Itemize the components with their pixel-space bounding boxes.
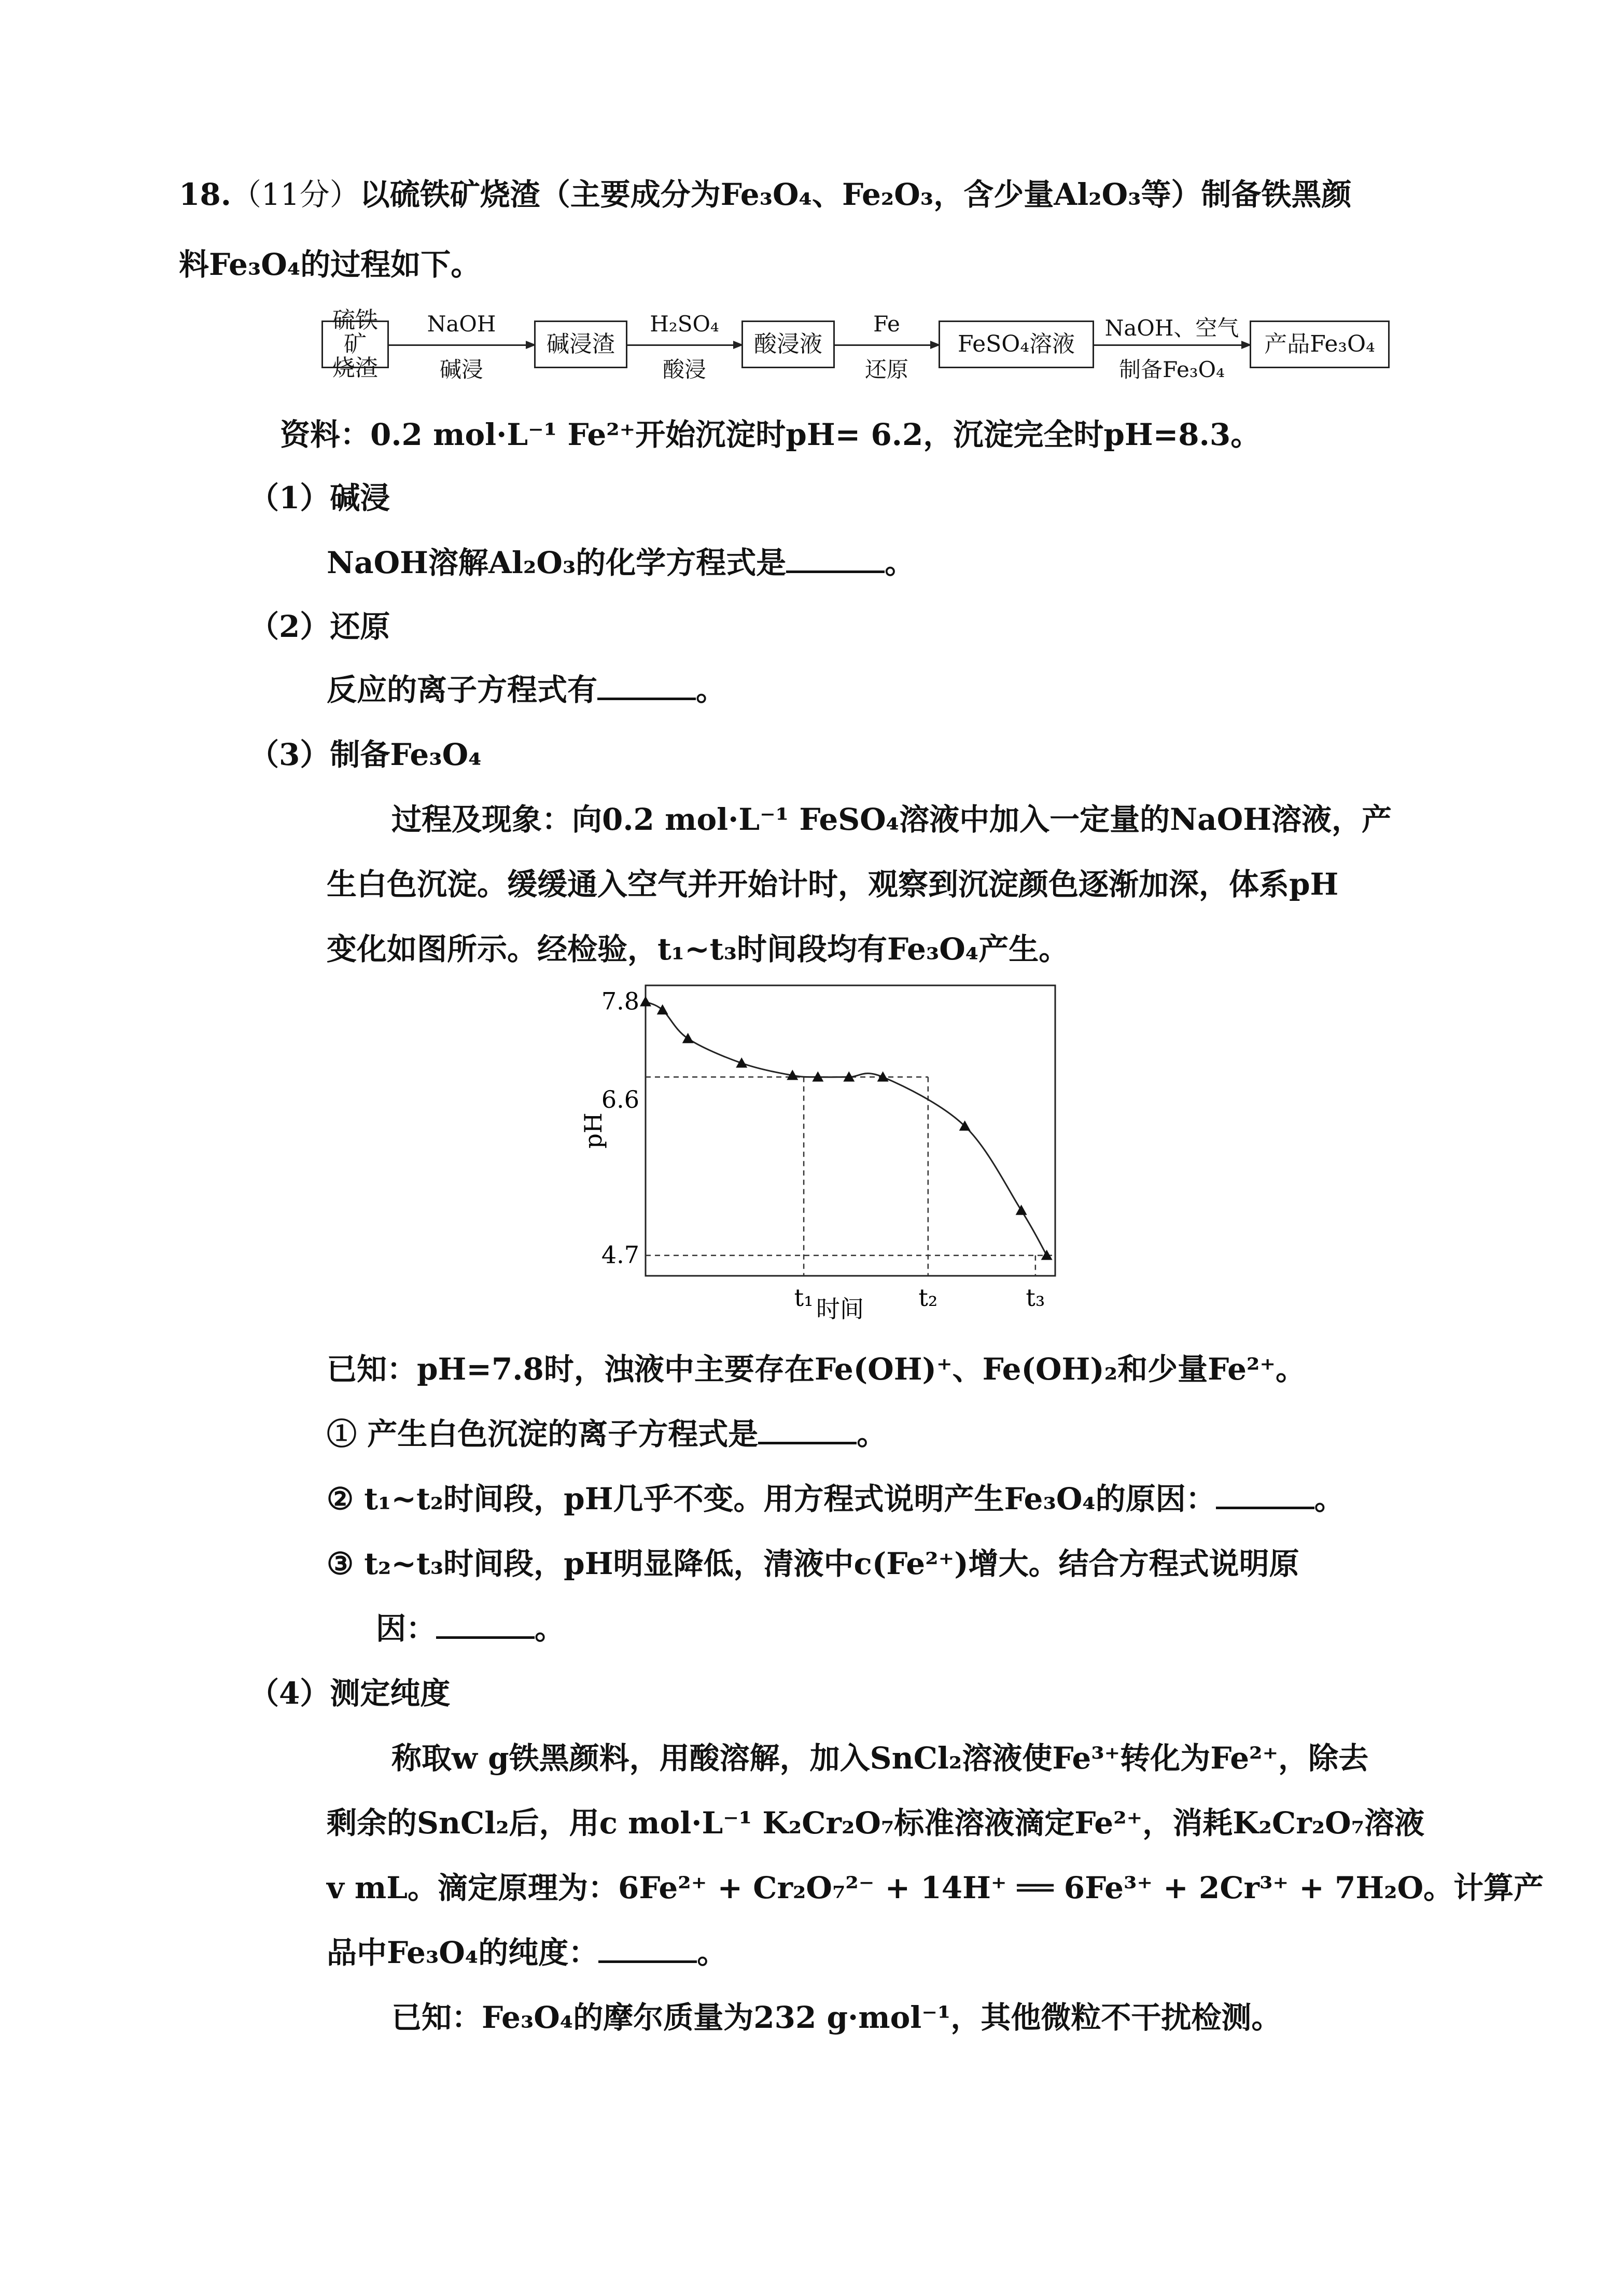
part1-question — [327, 542, 915, 583]
question-score: （11分） — [231, 177, 360, 212]
flow-box-raw — [321, 307, 389, 381]
part4-p3: v mL。滴定原理为：6Fe²⁺ + Cr₂O₇²⁻ + 14H⁺ ══ 6Fe³⁺ + 2Cr³⁺ + 7H₂O。计算产 — [327, 1870, 1544, 1905]
part1-title: （1）碱浸 — [249, 480, 390, 516]
chart-markers — [640, 996, 1053, 1260]
data-marker-0 — [640, 996, 651, 1007]
part3-q2-text: ② t₁~t₂时间段，pH几乎不变。用方程式说明产生Fe₃O₄的原因： — [327, 1481, 1216, 1516]
part3-q3b — [376, 1608, 565, 1649]
part3-p3: 变化如图所示。经检验，t₁~t₃时间段均有Fe₃O₄产生。 — [327, 931, 1069, 967]
flow-box-feso4: FeSO₄溶液 — [939, 321, 1094, 368]
flow-arrow-1-bottom: 碱浸 — [439, 357, 483, 382]
flow-box-raw-line2: 烧渣 — [332, 355, 378, 381]
info-text: 资料：0.2 mol·L⁻¹ Fe²⁺开始沉淀时pH= 6.2，沉淀完全时pH=8.3。 — [280, 417, 1261, 452]
x-tick-label-2: t₂ — [918, 1284, 938, 1312]
answer-blank[interactable] — [758, 1415, 857, 1444]
x-tick-label-3: t₃ — [1026, 1284, 1045, 1312]
chart-frame — [646, 985, 1055, 1276]
data-marker-2 — [682, 1033, 694, 1043]
part4-p1: 称取w g铁黑颜料，用酸溶解，加入SnCl₂溶液使Fe³⁺转化为Fe²⁺，除去 — [391, 1741, 1369, 1776]
part2-question — [327, 669, 726, 711]
part3-q2 — [327, 1478, 1345, 1520]
part4-p4-text: 品中Fe₃O₄的纯度： — [327, 1935, 599, 1970]
part4-p2: 剩余的SnCl₂后，用c mol·L⁻¹ K₂Cr₂O₇标准溶液滴定Fe²⁺，消耗K₂Cr₂O₇溶液 — [327, 1805, 1425, 1841]
answer-blank[interactable] — [436, 1609, 535, 1639]
flow-arrow-3 — [835, 344, 939, 346]
answer-blank[interactable] — [597, 671, 696, 700]
flow-box-product: 产品Fe₃O₄ — [1250, 321, 1390, 368]
answer-blank[interactable] — [598, 1933, 697, 1963]
part3-q1 — [327, 1413, 887, 1455]
question-intro-line2: 料Fe₃O₄的过程如下。 — [179, 247, 481, 282]
flow-arrow-4-bottom: 制备Fe₃O₄ — [1119, 357, 1225, 382]
part3-q3b-text: 因： — [376, 1611, 437, 1646]
part4-known: 已知：Fe₃O₄的摩尔质量为232 g·mol⁻¹，其他微粒不干扰检测。 — [391, 2000, 1282, 2035]
flow-arrow-4-top: NaOH、空气 — [1104, 315, 1239, 341]
flow-arrow-3-top: Fe — [873, 311, 900, 337]
data-marker-3 — [736, 1057, 747, 1068]
flow-arrow-4 — [1094, 344, 1250, 346]
part1-end: 。 — [885, 545, 915, 580]
part3-p2: 生白色沉淀。缓缓通入空气并开始计时，观察到沉淀颜色逐渐加深，体系pH — [327, 867, 1339, 902]
data-marker-1 — [657, 1004, 668, 1014]
part1-text: NaOH溶解Al₂O₃的化学方程式是 — [327, 545, 787, 580]
flow-arrow-1-top: NaOH — [427, 311, 496, 337]
ph-curve — [646, 1002, 1047, 1256]
flow-box-alkali-residue: 碱浸渣 — [534, 321, 627, 368]
flow-arrow-1 — [389, 344, 534, 346]
part2-text: 反应的离子方程式有 — [327, 672, 598, 707]
y-tick-label-2: 4.7 — [601, 1241, 639, 1269]
data-marker-9 — [1016, 1205, 1027, 1215]
part3-q3b-end: 。 — [535, 1611, 565, 1646]
y-tick-label-1: 6.6 — [601, 1085, 639, 1113]
question-number: 18. — [179, 177, 231, 212]
question-intro-line1 — [179, 174, 1352, 215]
flow-box-raw-line1: 硫铁矿 — [332, 307, 378, 357]
part3-q2-end: 。 — [1314, 1481, 1345, 1516]
process-flow-diagram — [321, 307, 1390, 394]
part3-q3a: ③ t₂~t₃时间段，pH明显降低，清液中c(Fe²⁺)增大。结合方程式说明原 — [327, 1546, 1299, 1581]
part4-title: （4）测定纯度 — [249, 1676, 451, 1711]
answer-blank[interactable] — [1216, 1480, 1314, 1509]
flow-box-acid-liquor: 酸浸液 — [741, 321, 835, 368]
flow-arrow-2-top: H₂SO₄ — [650, 311, 719, 337]
part2-title: （2）还原 — [249, 609, 390, 644]
y-tick-label-0: 7.8 — [601, 987, 639, 1015]
ph-time-chart — [570, 975, 1089, 1338]
answer-blank[interactable] — [786, 544, 885, 573]
chart-guides — [646, 1077, 1055, 1276]
part2-end: 。 — [696, 672, 726, 707]
part4-p4 — [327, 1932, 727, 1973]
part3-p1: 过程及现象：向0.2 mol·L⁻¹ FeSO₄溶液中加入一定量的NaOH溶液，产 — [391, 802, 1392, 837]
part3-title: （3）制备Fe₃O₄ — [249, 737, 482, 772]
data-marker-7 — [877, 1071, 889, 1082]
part3-q1-text: ① 产生白色沉淀的离子方程式是 — [327, 1416, 759, 1452]
question-intro-text: 以硫铁矿烧渣（主要成分为Fe₃O₄、Fe₂O₃，含少量Al₂O₃等）制备铁黑颜 — [359, 177, 1352, 212]
flow-arrow-2 — [627, 344, 741, 346]
y-axis-label: pH — [579, 1112, 607, 1149]
x-tick-label-1: t₁ — [794, 1284, 814, 1312]
flow-arrow-3-bottom: 还原 — [864, 357, 908, 382]
x-axis-label: 时间 — [816, 1295, 864, 1323]
part3-q1-end: 。 — [857, 1416, 887, 1452]
part3-known: 已知：pH=7.8时，浊液中主要存在Fe(OH)⁺、Fe(OH)₂和少量Fe²⁺。 — [327, 1352, 1306, 1387]
flow-arrow-2-bottom: 酸浸 — [662, 357, 706, 382]
part4-end: 。 — [697, 1935, 727, 1970]
